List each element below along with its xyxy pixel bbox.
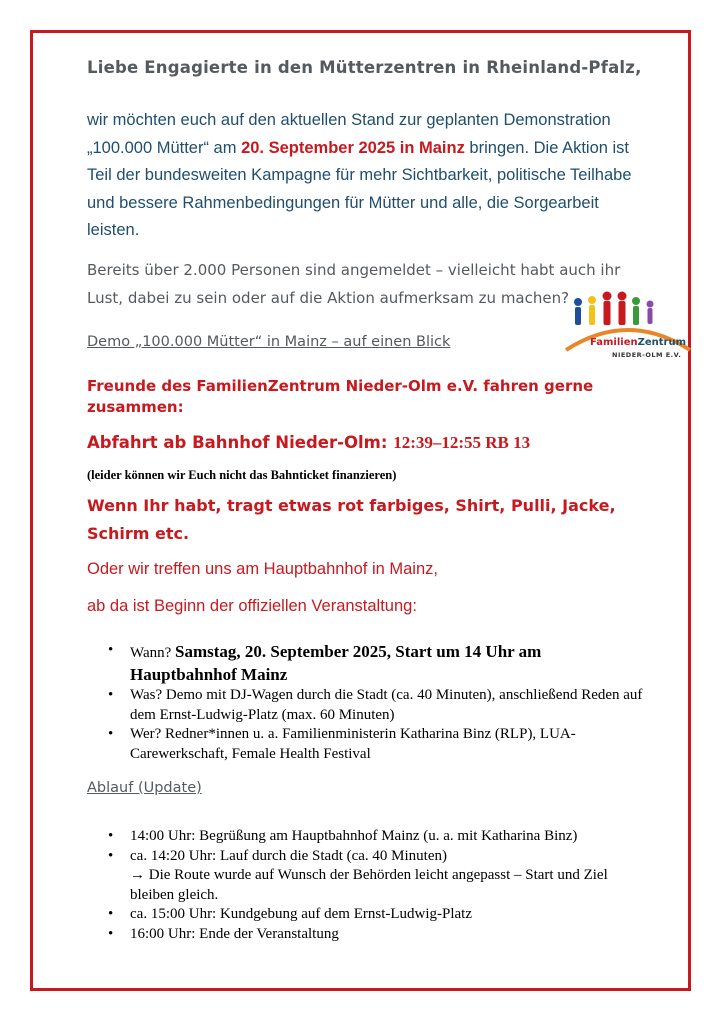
info-when-value: Samstag, 20. September 2025, Start um 14 Uhr am Hauptbahnhof Mainz xyxy=(130,642,542,684)
schedule-item: • 16:00 Uhr: Ende der Veranstaltung xyxy=(108,925,628,945)
overview-heading: Demo „100.000 Mütter“ in Mainz – auf einen Blick xyxy=(87,334,451,350)
registration-paragraph: Bereits über 2.000 Personen sind angemeldet – vielleicht habt auch ihr Lust, dabei zu sein oder auf die Aktion aufmerksam zu machen? xyxy=(87,261,621,307)
wear-red-text: Wenn Ihr habt, tragt etwas rot farbiges, Shirt, Pulli, Jacke, Schirm etc. xyxy=(87,496,616,543)
info-list xyxy=(108,641,648,764)
friends-text: Freunde des FamilienZentrum Nieder-Olm e.V. fahren gerne zusammen: xyxy=(87,377,594,416)
intro-text-2: bringen. Die Aktion ist Teil der bundesweiten Kampagne für mehr Sichtbarkeit, politische Teilhabe und bessere Rahmenbedingungen für Mütter und alle, die Sorgearbeit leisten. xyxy=(87,138,632,239)
schedule-heading: Ablauf (Update) xyxy=(87,780,202,796)
intro-text-1: wir möchten euch auf den aktuellen Stand zur geplanten Demonstration „100.000 Mütter“ am xyxy=(87,111,611,157)
logo-name xyxy=(590,337,686,348)
info-what: • Was? Demo mit DJ-Wagen durch die Stadt (ca. 40 Minuten), anschließend Reden auf dem Ernst-Ludwig-Platz (max. 60 Minuten) xyxy=(108,686,648,725)
ticket-note: (leider können wir Euch nicht das Bahnticket finanzieren) xyxy=(87,468,397,482)
intro-date-highlight: 20. September 2025 in Mainz xyxy=(241,138,465,157)
greeting: Liebe Engagierte in den Mütterzentren in Rheinland-Pfalz, xyxy=(87,58,642,77)
intro-paragraph xyxy=(87,107,647,245)
logo-subtitle: NIEDER-OLM E.V. xyxy=(612,351,682,359)
departure-time: 12:39–12:55 RB 13 xyxy=(393,433,531,452)
departure-line xyxy=(87,433,530,453)
schedule-item: • 14:00 Uhr: Begrüßung am Hauptbahnhof Mainz (u. a. mit Katharina Binz) xyxy=(108,827,628,847)
info-when xyxy=(108,641,648,686)
departure-label: Abfahrt ab Bahnhof Nieder-Olm: xyxy=(87,433,388,452)
info-when-label: Wann? xyxy=(130,645,172,661)
schedule-list xyxy=(108,827,628,944)
schedule-item xyxy=(108,847,628,906)
logo-figures xyxy=(574,292,654,326)
official-start-text: ab da ist Beginn der offiziellen Veranstaltung: xyxy=(87,597,417,615)
schedule-item: • ca. 15:00 Uhr: Kundgebung auf dem Ernst-Ludwig-Platz xyxy=(108,905,628,925)
schedule-item-note: → Die Route wurde auf Wunsch der Behörden leicht angepasst – Start und Ziel bleiben gleich. xyxy=(130,867,608,903)
info-who: • Wer? Redner*innen u. a. Familienministerin Katharina Binz (RLP), LUA-Carewerkschaft, Female Health Festival xyxy=(108,725,648,764)
logo-name-part1: Familien xyxy=(590,337,638,348)
meet-text: Oder wir treffen uns am Hauptbahnhof in Mainz, xyxy=(87,560,438,578)
logo-name-part2: Zentrum xyxy=(637,337,687,348)
schedule-item-main: ca. 14:20 Uhr: Lauf durch die Stadt (ca. 40 Minuten) xyxy=(130,847,447,864)
